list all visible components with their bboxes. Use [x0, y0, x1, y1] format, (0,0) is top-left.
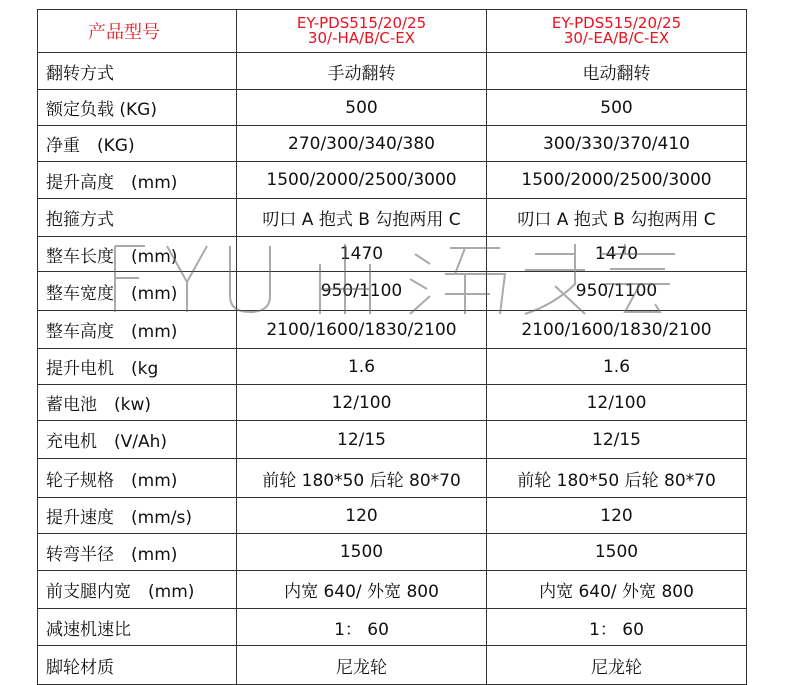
- spec-value-manual: 内宽 640/ 外宽 800: [237, 571, 487, 609]
- spec-value-electric: 电动翻转: [487, 53, 747, 90]
- spec-value-electric: 尼龙轮: [487, 646, 747, 685]
- spec-label: 提升速度 (mm/s): [38, 498, 237, 534]
- spec-value-manual: 2100/1600/1830/2100: [237, 311, 487, 349]
- spec-label: 脚轮材质: [38, 646, 237, 685]
- spec-row: [38, 90, 747, 126]
- spec-label: 充电机 (V/Ah): [38, 421, 237, 459]
- spec-value-electric: 12/15: [487, 421, 747, 459]
- spec-row: [38, 237, 747, 272]
- spec-value-electric: 12/100: [487, 385, 747, 421]
- spec-label: 减速机速比: [38, 609, 237, 646]
- spec-label: 转弯半径 (mm): [38, 534, 237, 571]
- spec-value-manual: 1： 60: [237, 609, 487, 646]
- spec-label: 抱箍方式: [38, 199, 237, 237]
- spec-label: 整车高度 (mm): [38, 311, 237, 349]
- spec-value-manual: 手动翻转: [237, 53, 487, 90]
- spec-value-manual: 120: [237, 498, 487, 534]
- spec-value-electric: 1.6: [487, 349, 747, 385]
- spec-row: [38, 421, 747, 459]
- model-electric-line-1: EY-PDS515/20/25: [551, 14, 682, 32]
- model-manual-line-2: 30/-HA/B/C-EX: [307, 29, 416, 47]
- spec-value-electric: 1： 60: [487, 609, 747, 646]
- spec-value-manual: 1470: [237, 237, 487, 272]
- spec-value-manual: 12/15: [237, 421, 487, 459]
- spec-row: [38, 311, 747, 349]
- spec-value-electric: 300/330/370/410: [487, 126, 747, 162]
- spec-label: 翻转方式: [38, 53, 237, 90]
- header-row: [38, 10, 747, 53]
- spec-value-electric: 叨口 A 抱式 B 勾抱两用 C: [487, 199, 747, 237]
- spec-value-manual: 叨口 A 抱式 B 勾抱两用 C: [237, 199, 487, 237]
- spec-row: [38, 571, 747, 609]
- spec-row: [38, 349, 747, 385]
- spec-row: [38, 162, 747, 199]
- spec-row: [38, 609, 747, 646]
- spec-label: 整车长度 (mm): [38, 237, 237, 272]
- spec-value-electric: 2100/1600/1830/2100: [487, 311, 747, 349]
- spec-label: 轮子规格 (mm): [38, 459, 237, 498]
- spec-label: 前支腿内宽 (mm): [38, 571, 237, 609]
- spec-label: 提升电机 (kg: [38, 349, 237, 385]
- spec-row: [38, 272, 747, 311]
- spec-value-manual: 1500/2000/2500/3000: [237, 162, 487, 199]
- spec-value-manual: 270/300/340/380: [237, 126, 487, 162]
- spec-row: [38, 53, 747, 90]
- spec-label: 整车宽度 (mm): [38, 272, 237, 311]
- spec-value-electric: 1500/2000/2500/3000: [487, 162, 747, 199]
- spec-value-electric: 前轮 180*50 后轮 80*70: [487, 459, 747, 498]
- model-electric: [487, 10, 747, 53]
- spec-value-manual: 尼龙轮: [237, 646, 487, 685]
- spec-row: [38, 646, 747, 685]
- spec-value-electric: 1500: [487, 534, 747, 571]
- spec-label: 净重 (KG): [38, 126, 237, 162]
- model-label: 产品型号: [38, 10, 237, 53]
- spec-value-manual: 500: [237, 90, 487, 126]
- spec-value-electric: 950/1100: [487, 272, 747, 311]
- spec-value-electric: 120: [487, 498, 747, 534]
- spec-value-manual: 12/100: [237, 385, 487, 421]
- spec-value-electric: 500: [487, 90, 747, 126]
- model-electric-line-2: 30/-EA/B/C-EX: [563, 29, 670, 47]
- spec-value-manual: 950/1100: [237, 272, 487, 311]
- spec-label: 蓄电池 (kw): [38, 385, 237, 421]
- spec-value-manual: 1.6: [237, 349, 487, 385]
- spec-row: [38, 534, 747, 571]
- spec-row: [38, 385, 747, 421]
- spec-value-manual: 1500: [237, 534, 487, 571]
- spec-table: [37, 9, 747, 685]
- spec-table-body: [38, 10, 747, 685]
- spec-value-electric: 1470: [487, 237, 747, 272]
- spec-value-electric: 内宽 640/ 外宽 800: [487, 571, 747, 609]
- model-manual-line-1: EY-PDS515/20/25: [296, 14, 427, 32]
- spec-label: 提升高度 (mm): [38, 162, 237, 199]
- spec-row: [38, 498, 747, 534]
- model-manual: [237, 10, 487, 53]
- spec-value-manual: 前轮 180*50 后轮 80*70: [237, 459, 487, 498]
- spec-label: 额定负载 (KG): [38, 90, 237, 126]
- spec-row: [38, 459, 747, 498]
- spec-row: [38, 199, 747, 237]
- spec-row: [38, 126, 747, 162]
